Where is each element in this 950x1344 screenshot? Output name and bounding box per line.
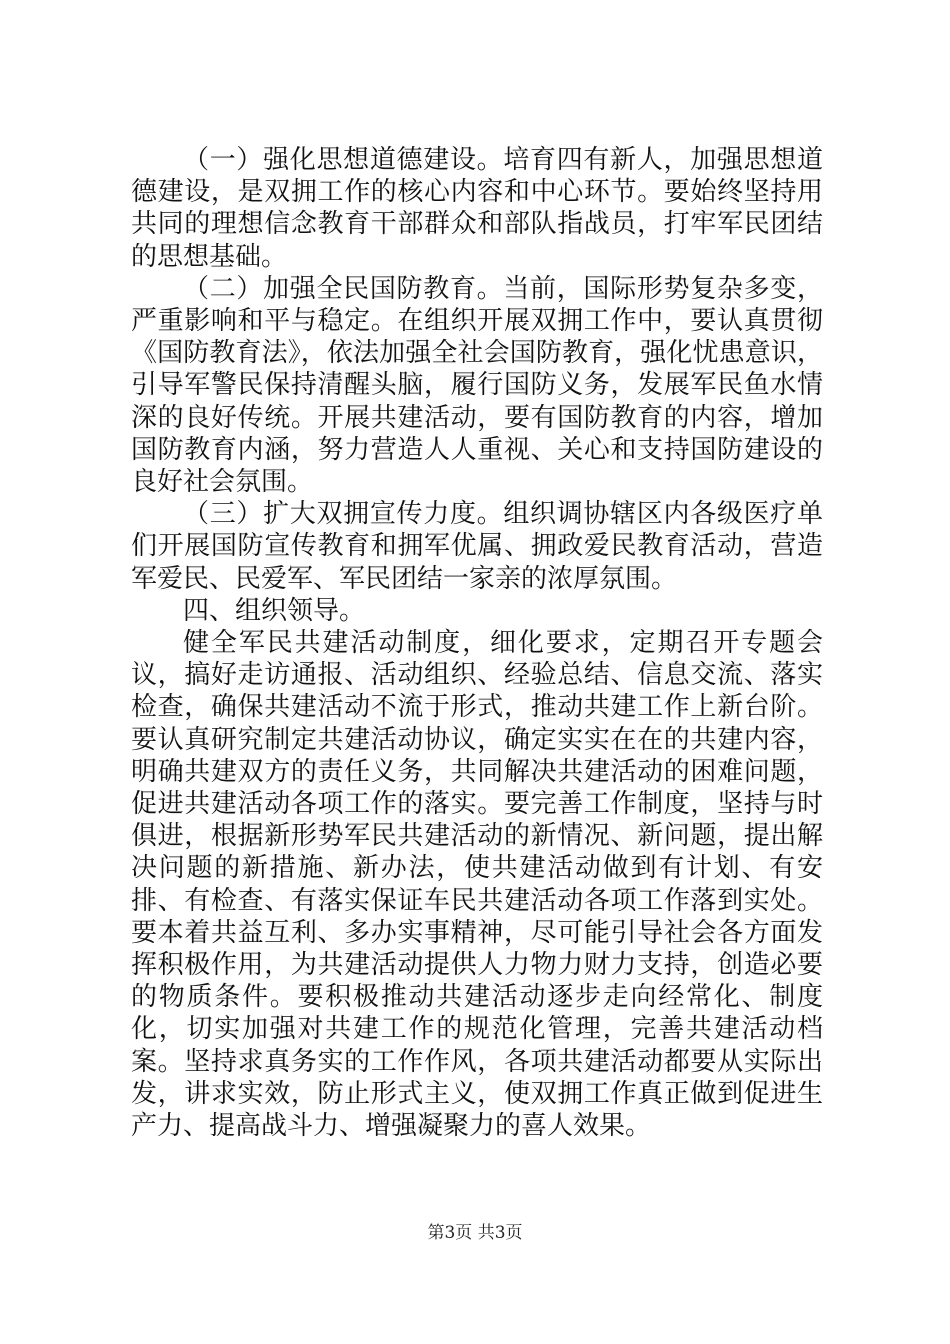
paragraph-national-defense-education: （二）加强全民国防教育。当前，国际形势复杂多变，严重影响和平与稳定。在组织开展双拥工作中，要认真贯彻《国防教育法》，依法加强全社会国防教育，强化忧患意识，引导军警民保持清醒头脑，履行国防义务，发展军民鱼水情深的良好传统。开展共建活动，要有国防教育的内容，增加国防教育内涵，努力营造人人重视、关心和支持国防建设的良好社会氛围。	[131, 273, 823, 498]
page-number: 第3页 共3页	[427, 1223, 523, 1243]
paragraph-organization-leadership: 健全军民共建活动制度，细化要求，定期召开专题会议，搞好走访通报、活动组织、经验总结、信息交流、落实检查，确保共建活动不流于形式，推动共建工作上新台阶。要认真研究制定共建活动协议，确定实实在在的共建内容，明确共建双方的责任义务，共同解决共建活动的困难问题，促进共建活动各项工作的落实。要完善工作制度，坚持与时俱进，根据新形势军民共建活动的新情况、新问题，提出解决问题的新措施、新办法，使共建活动做到有计划、有安排、有检查、有落实保证车民共建活动各项工作落到实处。要本着共益互利、多办实事精神，尽可能引导社会各方面发挥积极作用，为共建活动提供人力物力财力支持，创造必要的物质条件。要积极推动共建活动逐步走向经常化、制度化，切实加强对共建工作的规范化管理，完善共建活动档案。坚持求真务实的工作作风，各项共建活动都要从实际出发，讲求实效，防止形式主义，使双拥工作真正做到促进生产力、提高战斗力、增强凝聚力的喜人效果。	[131, 628, 823, 1142]
paragraph-publicity: （三）扩大双拥宣传力度。组织调协辖区内各级医疗单们开展国防宣传教育和拥军优属、拥政爱民教育活动，营造军爱民、民爱军、军民团结一家亲的浓厚氛围。	[131, 499, 823, 594]
document-body	[131, 144, 823, 1142]
paragraph-moral-education: （一）强化思想道德建设。培育四有新人，加强思想道德建设，是双拥工作的核心内容和中心环节。要始终坚持用共同的理想信念教育干部群众和部队指战员，打牢军民团结的思想基础。	[131, 145, 823, 272]
section-heading-organization: 四、组织领导。	[183, 595, 366, 626]
